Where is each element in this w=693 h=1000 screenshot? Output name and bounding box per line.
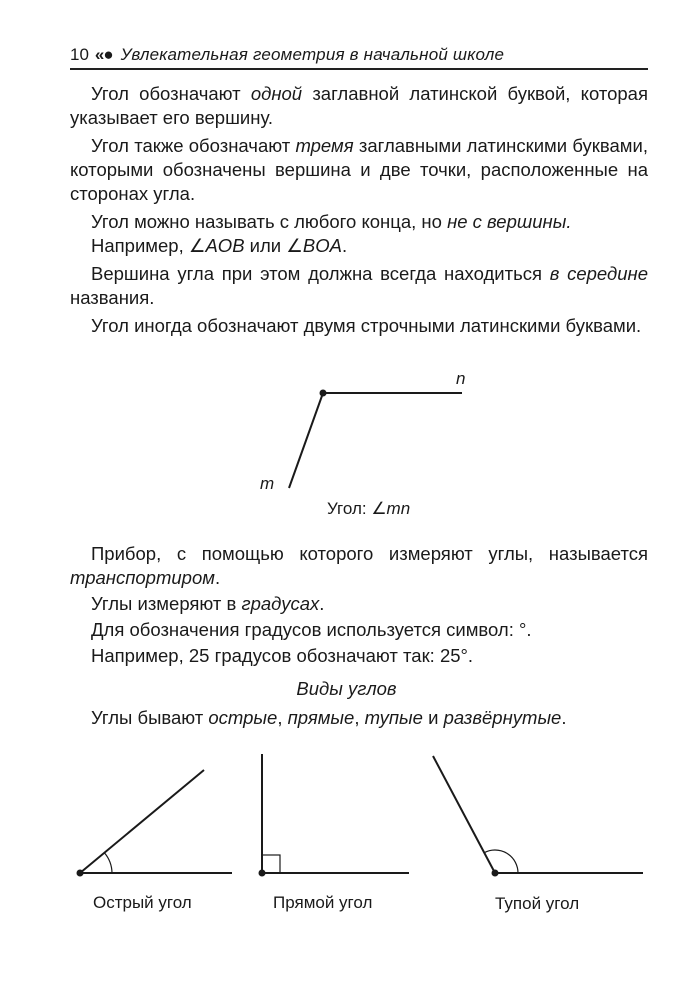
page-number: 10	[70, 45, 89, 64]
paragraph-2: Угол также обозначают тремя заглавными латинскими буквами, которыми обозначены вершина и две точки, расположенные на сторонах угла.	[70, 135, 648, 204]
acute-vertex	[77, 870, 84, 877]
figure1-caption: Угол: ∠mn	[327, 499, 411, 518]
section-intro	[70, 706, 648, 730]
paragraph-7: Прибор, с помощью которого измеряют углы, называется транспортиром.	[70, 543, 648, 588]
paragraph-8: Углы измеряют в градусах.	[91, 593, 325, 614]
paragraph-4: Например, ∠AOB или ∠BOA.	[91, 235, 348, 256]
paragraph-5: Вершина угла при этом должна всегда находиться в середине названия.	[70, 263, 648, 308]
book-title: Увлекательная геометрия в начальной школе	[120, 45, 505, 64]
acute-angle-caption: Острый угол	[93, 893, 192, 912]
vertex-dot	[320, 390, 327, 397]
right-angle-mark	[262, 855, 280, 873]
right-vertex	[259, 870, 266, 877]
paragraph-10: Например, 25 градусов обозначают так: 25°.	[91, 645, 474, 666]
acute-arc	[105, 853, 112, 873]
paragraph-3: Угол можно называть с любого конца, но не с вершины.	[91, 211, 572, 232]
acute-side-ray	[80, 770, 204, 873]
angle-kinds-line: Углы бывают острые, прямые, тупые и развёрнутые.	[91, 707, 567, 728]
paragraph-6: Угол иногда обозначают двумя строчными латинскими буквами.	[91, 315, 642, 336]
obtuse-vertex	[492, 870, 499, 877]
label-n: n	[456, 369, 466, 388]
obtuse-side-ray	[433, 756, 495, 873]
paragraph-9: Для обозначения градусов используется символ: °.	[91, 619, 532, 640]
ray-m	[289, 393, 323, 488]
right-angle-caption: Прямой угол	[273, 893, 373, 912]
text-block-2	[70, 542, 648, 668]
ornament-icon: «●	[94, 45, 113, 64]
label-m: m	[260, 474, 275, 493]
obtuse-angle-caption: Тупой угол	[495, 894, 580, 913]
paragraph-1: Угол обозначают одной заглавной латинской буквой, которая указывает его вершину.	[70, 83, 648, 128]
section-title: Виды углов	[296, 678, 397, 699]
